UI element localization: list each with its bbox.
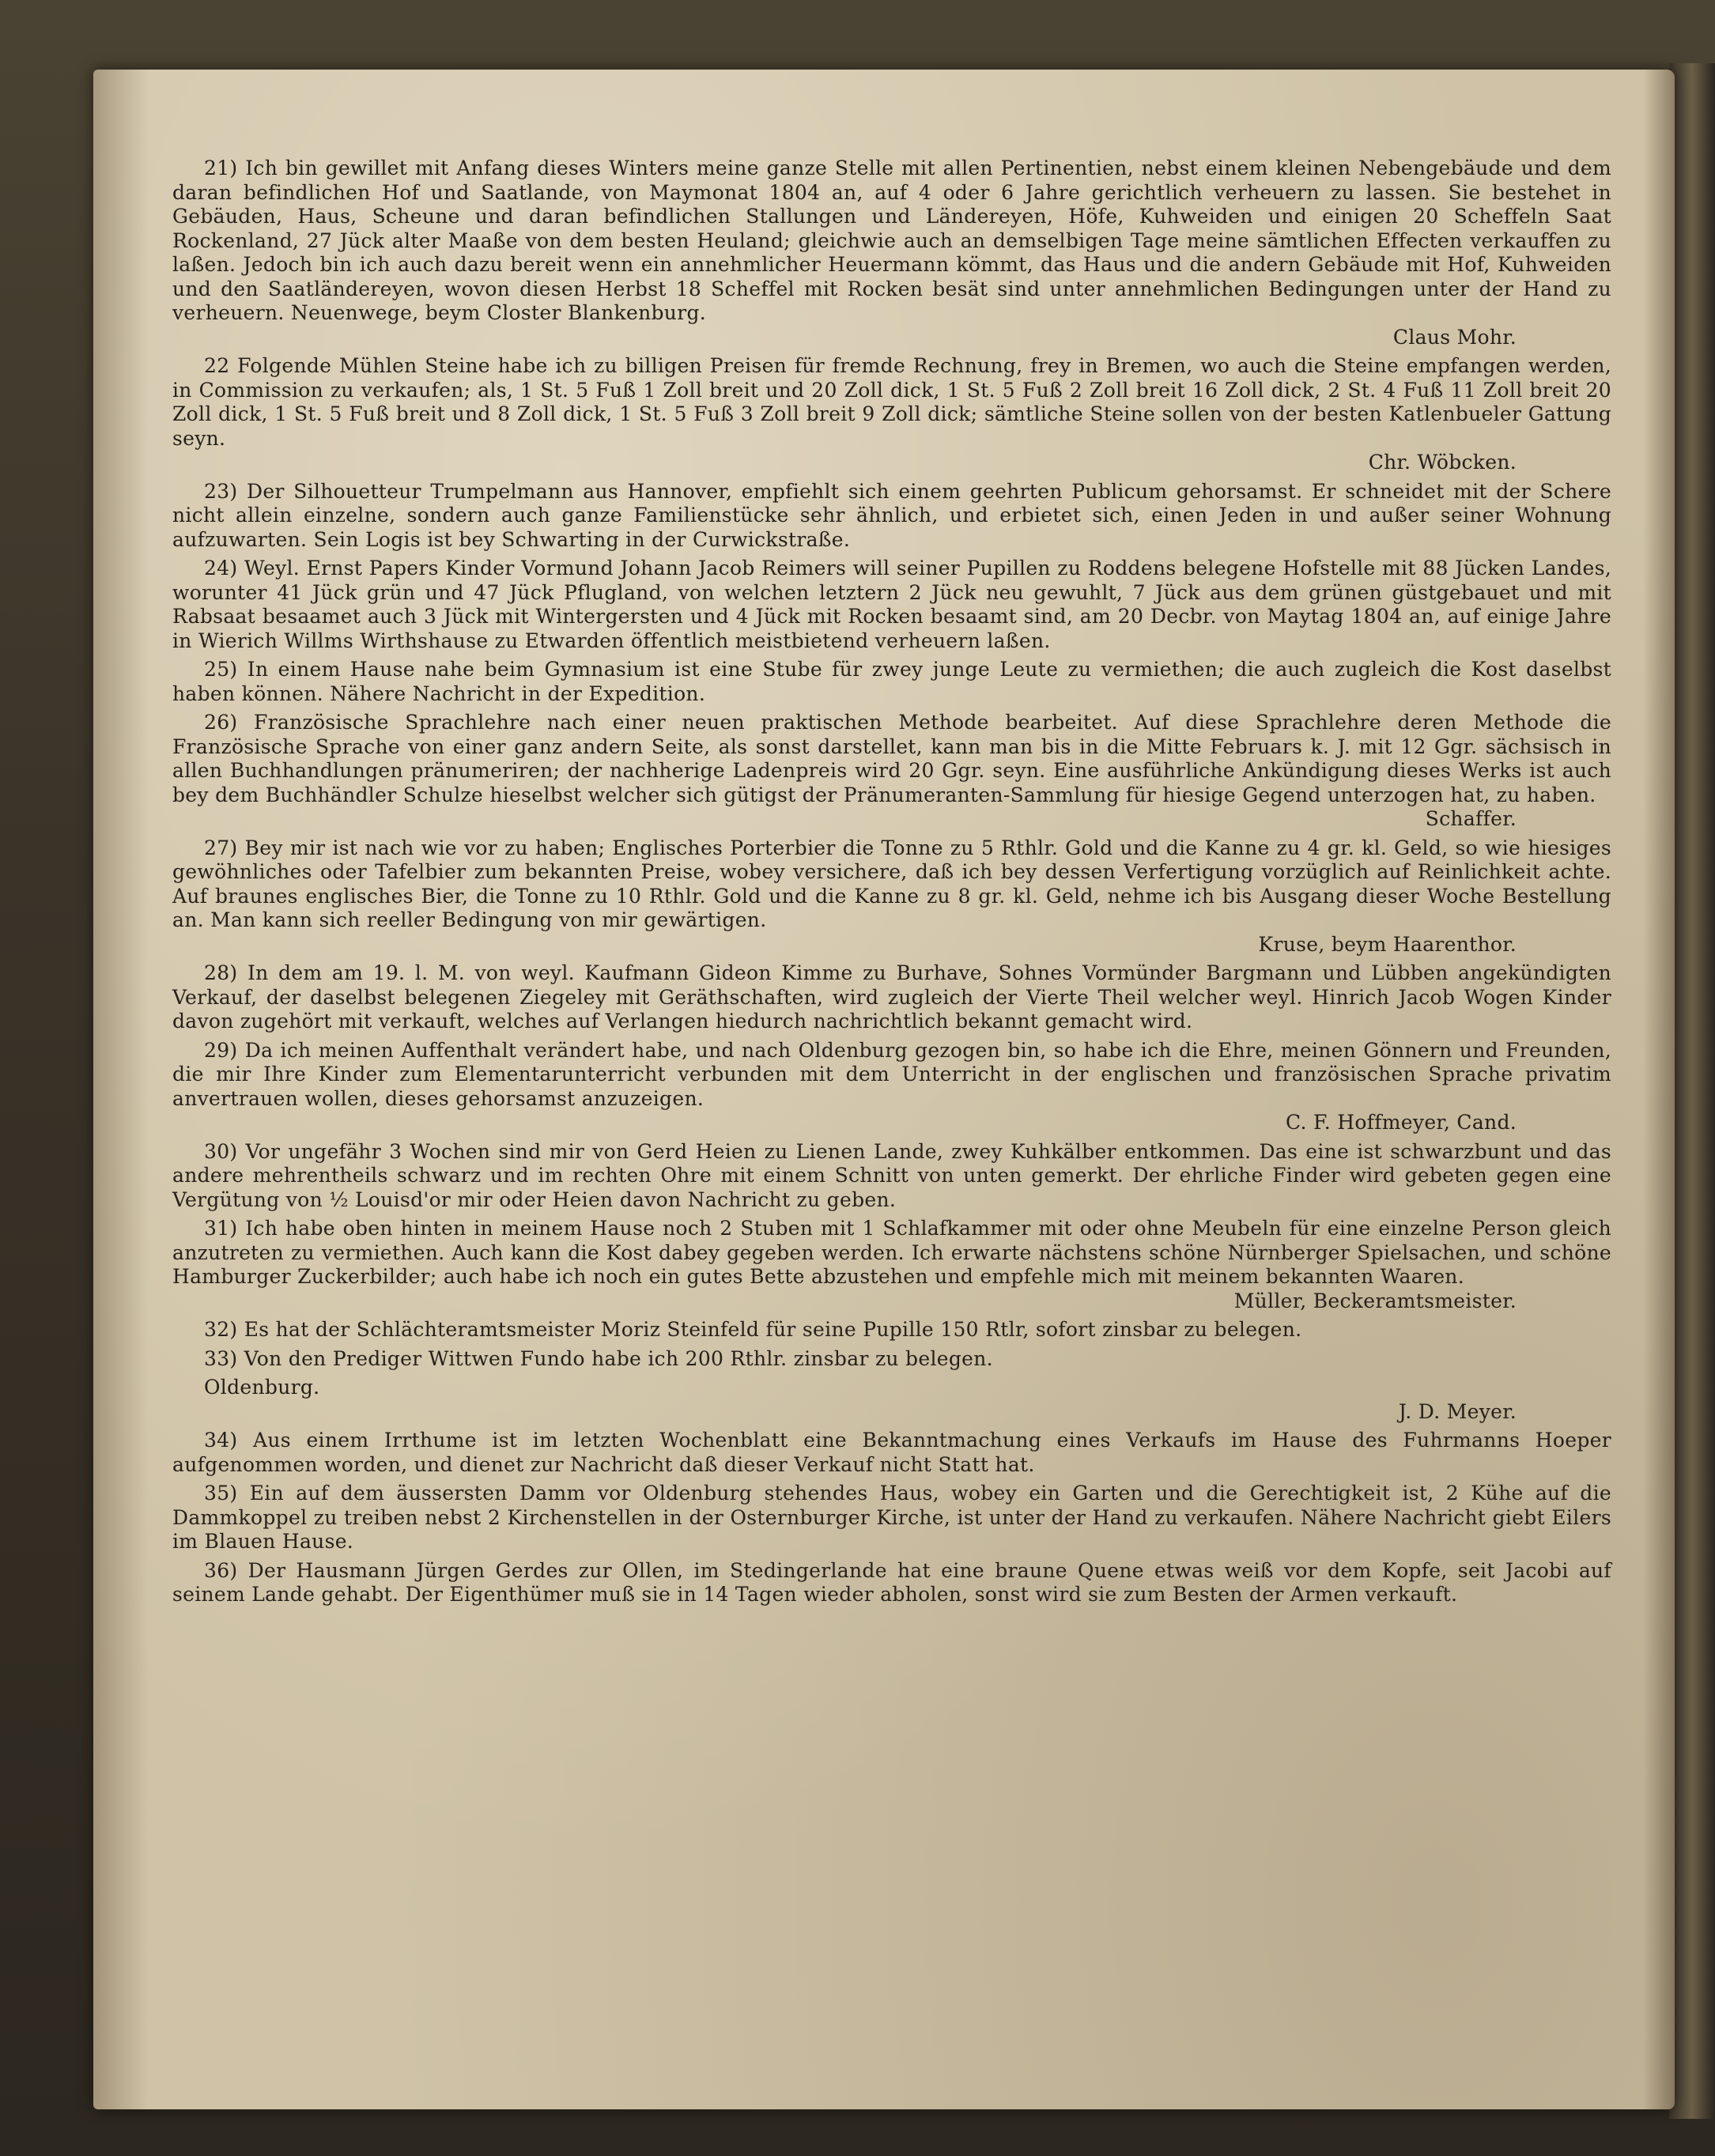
ad-text: 29) Da ich meinen Auffenthalt verändert habe, und nach Oldenburg gezogen bin, so habe ich die Ehre, meinen Gönnern und Freunden, die mir Ihre Kinder zum Elementarunterricht verbunden mit dem Unterricht in der englischen und französischen Sprache privatim anvertrauen wollen, dieses gehorsamst anzuzeigen.: [172, 1038, 1611, 1110]
ad-24: [172, 557, 1611, 653]
ad-text: 24) Weyl. Ernst Papers Kinder Vormund Johann Jacob Reimers will seiner Pupillen zu Roddens belegene Hofstelle mit 88 Jücken Landes, worunter 41 Jück grün und 47 Jück Pflugland, von welchen letztern 2 Jück neu gewuhlt, 7 Jück aus dem grünen güstgebauet und mit Rabsaat besaamet auch 3 Jück mit Wintergersten und 4 Jück mit Rocken besaamt sind, am 20 Decbr. von Maytag 1804 an, auf einige Jahre in Wierich Willms Wirthshause zu Etwarden öffentlich meistbietend verheuern laßen.: [172, 557, 1611, 652]
ad-33-place: [172, 1376, 1611, 1424]
ad-27: [172, 836, 1611, 957]
ad-31: [172, 1217, 1611, 1313]
ad-text: 21) Ich bin gewillet mit Anfang dieses Winters meine ganze Stelle mit allen Pertinentien, nebst einem kleinen Nebengebäude und dem daran befindlichen Hof und Saatlande, von Maymonat 1804 an, auf 4 oder 6 Jahre gerichtlich verheuern zu lassen. Sie bestehet in Gebäuden, Haus, Scheune und daran befindlichen Stallungen und Ländereyen, Höfe, Kuhweiden und einigen 20 Scheffeln Saat Rockenland, 27 Jück alter Maaße von dem besten Heuland; gleichwie auch an demselbigen Tage meine sämtlichen Effecten verkauffen zu laßen. Jedoch bin ich auch dazu bereit wenn ein annehmlicher Heuermann kömmt, das Haus und die andern Gebäude mit Hof, Kuhweiden und den Saatländereyen, wovon diesen Herbst 18 Scheffel mit Rocken besät sind unter annehmlichen Bedingungen unter der Hand zu verheuern. Neuenwege, beym Closter Blankenburg.: [172, 157, 1611, 324]
ad-text: 34) Aus einem Irrthume ist im letzten Wochenblatt eine Bekanntmachung eines Verkaufs im Hause des Fuhrmanns Hoeper aufgenommen worden, und dienet zur Nachricht daß dieser Verkauf nicht Statt hat.: [172, 1429, 1611, 1476]
ad-signature: Kruse, beym Haarenthor.: [1258, 932, 1517, 956]
ad-text: 26) Französische Sprachlehre nach einer neuen praktischen Methode bearbeitet. Auf diese Sprachlehre deren Methode die Französische Sprache von einer ganz andern Seite, als sonst darstellet, kann man bis in die Mitte Februars k. J. mit 12 Ggr. sächsisch in allen Buchhandlungen pränumeriren; der nachherige Ladenpreis wird 20 Ggr. seyn. Eine ausführliche Ankündigung dieses Werks ist auch bey dem Buchhändler Schulze hieselbst welcher sich gütigst der Pränumeranten-Sammlung für hiesige Gegend unterzogen hat, zu haben.: [172, 711, 1611, 806]
ad-34: [172, 1429, 1611, 1477]
ad-25: [172, 658, 1611, 706]
ad-text: 25) In einem Hause nahe beim Gymnasium ist eine Stube für zwey junge Leute zu vermiethen; die auch zugleich die Kost daselbst haben können. Nähere Nachricht in der Expedition.: [172, 658, 1611, 705]
ad-text: 28) In dem am 19. l. M. von weyl. Kaufmann Gideon Kimme zu Burhave, Sohnes Vormünder Bargmann und Lübben angekündigten Verkauf, der daselbst belegenen Ziegeley mit Geräthschaften, wird zugleich der Vierte Theil welcher weyl. Hinrich Jacob Wogen Kinder davon zugehört mit verkauft, welches auf Verlangen hiedurch nachrichtlich bekannt gemacht wird.: [172, 961, 1611, 1033]
ad-23: [172, 480, 1611, 553]
ad-place: Oldenburg.: [204, 1376, 320, 1399]
ad-text: 22 Folgende Mühlen Steine habe ich zu billigen Preisen für fremde Rechnung, frey in Bremen, wo auch die Steine empfangen werden, in Commission zu verkaufen; als, 1 St. 5 Fuß 1 Zoll breit und 20 Zoll dick, 1 St. 5 Fuß 2 Zoll breit 16 Zoll dick, 2 St. 4 Fuß 11 Zoll breit 20 Zoll dick, 1 St. 5 Fuß breit und 8 Zoll dick, 1 St. 5 Fuß 3 Zoll breit 9 Zoll dick; sämtliche Steine sollen von der besten Katlenbueler Gattung seyn.: [172, 354, 1611, 450]
ad-signature: Müller, Beckeramtsmeister.: [1233, 1289, 1517, 1312]
ad-22: [172, 354, 1611, 475]
ad-signature: Chr. Wöbcken.: [1368, 451, 1517, 474]
ad-signature: Schaffer.: [1425, 807, 1517, 830]
ad-signature: Claus Mohr.: [1392, 325, 1517, 349]
ad-text: 31) Ich habe oben hinten in meinem Hause noch 2 Stuben mit 1 Schlafkammer mit oder ohne Meubeln für eine einzelne Person gleich anzutreten zu vermiethen. Auch kann die Kost dabey gegeben werden. Ich erwarte nächstens schöne Nürnberger Spielsachen, und schöne Hamburger Zuckerbilder; auch habe ich noch ein gutes Bette abzustehen und empfehle mich mit meinem bekannten Waaren.: [172, 1217, 1611, 1288]
ad-29: [172, 1039, 1611, 1135]
ad-text: 36) Der Hausmann Jürgen Gerdes zur Ollen, im Stedingerlande hat eine braune Quene etwas weiß vor dem Kopfe, seit Jacobi auf seinem Lande gehabt. Der Eigenthümer muß sie in 14 Tagen wieder abholen, sonst wird sie zum Besten der Armen verkauft.: [172, 1558, 1611, 1606]
ad-30: [172, 1140, 1611, 1213]
ad-36: [172, 1559, 1611, 1607]
ad-text: 32) Es hat der Schlächteramtsmeister Moriz Steinfeld für seine Pupille 150 Rtlr, sofort zinsbar zu belegen.: [204, 1318, 1302, 1341]
ad-33: [172, 1347, 1611, 1372]
ad-text: 35) Ein auf dem äussersten Damm vor Oldenburg stehendes Haus, wobey ein Garten und die Gerechtigkeit ist, 2 Kühe auf die Dammkoppel zu treiben nebst 2 Kirchenstellen in der Osternburger Kirche, ist unter der Hand zu verkaufen. Nähere Nachricht giebt Eilers im Blauen Hause.: [172, 1482, 1611, 1553]
ad-text: 23) Der Silhouetteur Trumpelmann aus Hannover, empfiehlt sich einem geehrten Publicum gehorsamst. Er schneidet mit der Schere nicht allein einzelne, sondern auch ganze Familienstücke sehr ähnlich, und erbietet sich, einen Jeden in und außer seiner Wohnung aufzuwarten. Sein Logis ist bey Schwarting in der Curwickstraße.: [172, 479, 1611, 551]
advertisement-column: [172, 157, 1611, 1612]
ad-21: [172, 157, 1611, 349]
ad-32: [172, 1318, 1611, 1342]
ad-signature: C. F. Hoffmeyer, Cand.: [1285, 1111, 1517, 1134]
ad-text: 30) Vor ungefähr 3 Wochen sind mir von Gerd Heien zu Lienen Lande, zwey Kuhkälber entkommen. Das eine ist schwarzbunt und das andere mehrentheils schwarz und im rechten Ohre mit einem Schnitt von unten gemerkt. Der ehrliche Finder wird gebeten gegen eine Vergütung von ½ Louisd'or mir oder Heien davon Nachricht zu geben.: [172, 1139, 1611, 1211]
ad-signature: J. D. Meyer.: [1398, 1399, 1517, 1423]
ad-26: [172, 711, 1611, 832]
book-binding: [1669, 63, 1715, 2119]
ad-text: 33) Von den Prediger Wittwen Fundo habe ich 200 Rthlr. zinsbar zu belegen.: [204, 1346, 993, 1370]
ad-28: [172, 961, 1611, 1034]
ad-35: [172, 1482, 1611, 1554]
ad-text: 27) Bey mir ist nach wie vor zu haben; Englisches Porterbier die Tonne zu 5 Rthlr. Gold und die Kanne zu 4 gr. kl. Geld, so wie hiesiges gewöhnliches oder Tafelbier zum bekannten Preise, wobey versichere, daß ich bey dessen Verfertigung vorzüglich auf Reinlichkeit achte. Auf braunes englisches Bier, die Tonne zu 10 Rthlr. Gold und die Kanne zu 8 gr. kl. Geld, nehme ich bis Ausgang dieser Woche Bestellung an. Man kann sich reeller Bedingung von mir gewärtigen.: [172, 836, 1611, 931]
